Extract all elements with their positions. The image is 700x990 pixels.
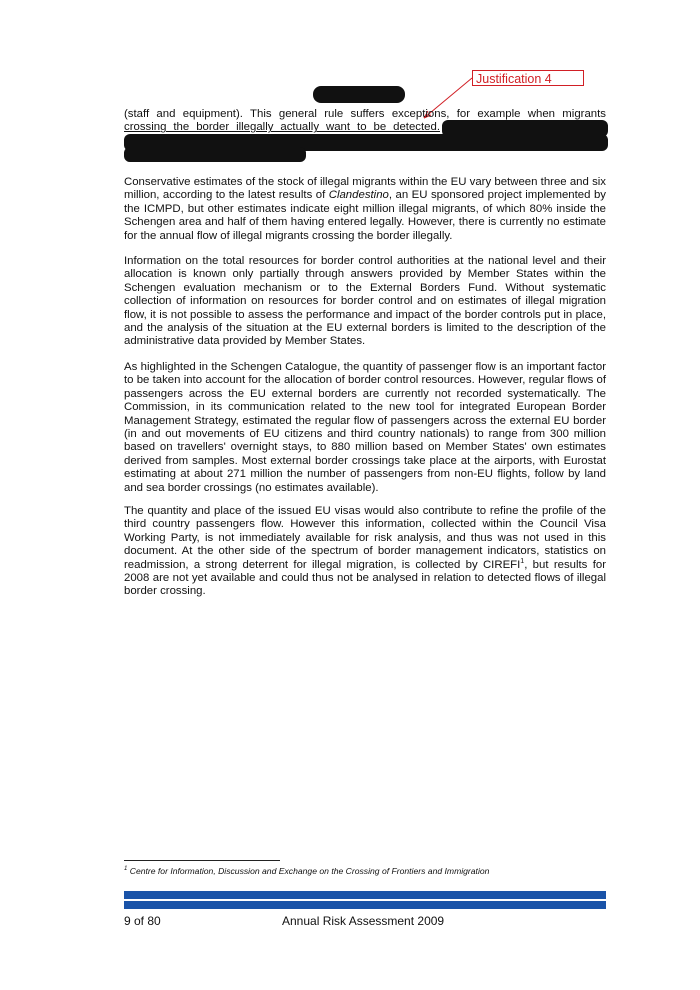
intro-line-2: crossing the border illegally actually want to be detected. — [124, 121, 440, 134]
paragraph-text: , but results for 2008 are not yet available and could thus not be analysed in relation to detected flows of illegal border crossing. — [124, 558, 606, 598]
footnote-separator — [124, 860, 280, 861]
justification-annotation: Justification 4 — [472, 70, 584, 86]
paragraph-illegal-migrant-estimates — [124, 176, 606, 243]
footnote-text: Centre for Information, Discussion and Exchange on the Crossing of Frontiers and Immigration — [127, 866, 490, 876]
paragraph-text: The quantity and place of the issued EU visas would also contribute to refine the profile of the third country passengers flow. However this information, collected within the Council Visa Working Party, is not immediately available for risk analysis, and thus was not used in this document. At the other side of the spectrum of border management indicators, statistics on readmission, a strong deterrent for illegal migration, is collected by CIREFI — [124, 505, 606, 571]
footnote-reference[interactable]: 1 — [520, 557, 525, 565]
page-number: 9 of 80 — [124, 914, 161, 928]
footer-bar — [124, 891, 606, 899]
paragraph-text: As highlighted in the Schengen Catalogue, the quantity of passenger flow is an important factor to be taken into account for the allocation of border control resources. However, regular flows of passengers across the EU external borders are currently not recorded systematically. The Commission, in its communication related to the new tool for integrated European Border Management Strategy, estimated the regular flow of passengers across the external EU border (in and out movements of EU citizens and third country nationals) to range from 300 million based on travellers' overnight stays, to 880 million based on Member States' own estimates derived from samples. Most external border crossings take place at the airports, with Eurostat estimating at about 271 million the number of passengers from non-EU flights, follow by land and sea border crossings (no estimates available). — [124, 361, 606, 494]
annotation-pointer-line — [0, 0, 700, 200]
footer-title: Annual Risk Assessment 2009 — [282, 914, 445, 928]
intro-line-1: (staff and equipment). This general rule suffers exceptions, for example when migrants — [124, 108, 606, 120]
paragraph-text: Conservative estimates of the stock of illegal migrants within the EU vary between three and six million, according to the latest results of — [124, 176, 606, 202]
paragraph-text: Information on the total resources for border control authorities at the national level and their allocation is known only partially through answers provided by Member States within the Schengen evaluation mechanism or to the External Borders Fund. Without systematic collection of information on resources for border control and on estimates of illegal migration flow, it is not possible to assess the performance and impact of the border controls put in place, and the analysis of the situation at the EU external borders is limited to the description of the administrative data provided by Member States. — [124, 255, 606, 348]
paragraph-passenger-flow — [124, 361, 606, 495]
paragraph-text: , an EU sponsored project implemented by the ICMPD, but other estimates indicate eight million illegal migrants, of which 80% inside the Schengen area and half of them having entered legally. However, there is currently no estimate for the annual flow of illegal migrants crossing the border illegally. — [124, 189, 606, 242]
footnote-marker: 1 — [124, 866, 128, 873]
paragraph-border-control-resources — [124, 255, 606, 349]
footnote — [124, 866, 606, 876]
intro-paragraph — [124, 108, 606, 135]
paragraph-visa-and-readmission — [124, 505, 606, 599]
footer-bar — [124, 901, 606, 909]
paragraph-italic-text: Clandestino — [328, 189, 389, 202]
